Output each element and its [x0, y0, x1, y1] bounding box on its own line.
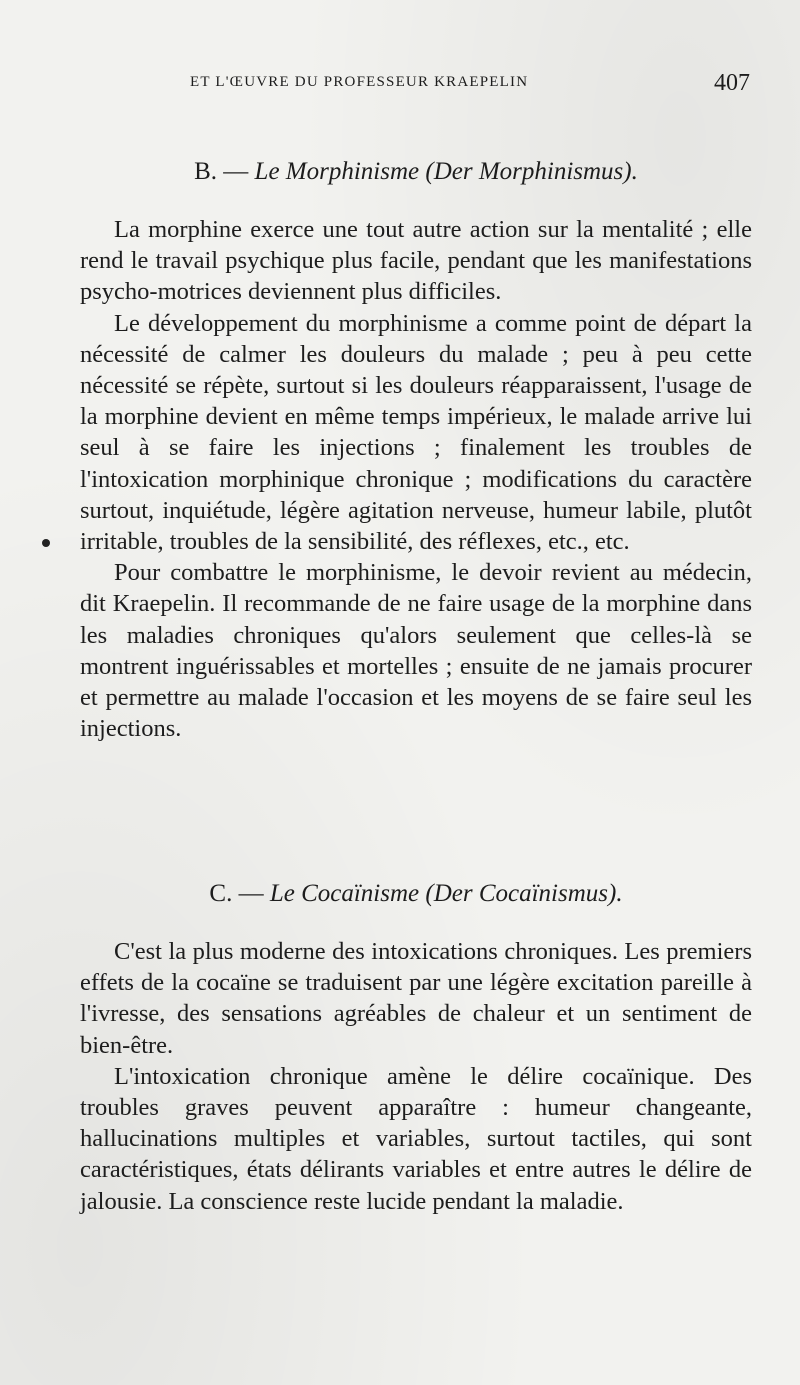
section-c-label: C. —: [209, 880, 264, 907]
page-number: 407: [714, 70, 750, 96]
section-b-paragraph: La morphine exerce une tout autre action sur la mentalité ; elle rend le travail psychique plus facile, pendant que les manifestations psycho-motrices deviennent plus difficiles.: [80, 216, 752, 306]
section-c-paragraph: L'intoxication chronique amène le délire cocaïnique. Des troubles graves peuvent apparaître : humeur changeante, hallucinations multiples et variables, surtout tactiles, qui sont caractéristiques, états délirants variables et entre autres le délire de jalousie. La conscience reste lucide pendant la maladie.: [80, 1062, 752, 1215]
section-b-paragraph: Pour combattre le morphinisme, le devoir revient au médecin, dit Kraepelin. Il recommande de ne faire usage de la morphine dans les maladies chroniques qu'alors seulement que celles-là se montrent inguérissables et mortelles ; ensuite de ne jamais procurer et permettre au malade l'occasion et les moyens de se faire seul les injections.: [80, 559, 752, 743]
section-b-body: [80, 214, 752, 744]
section-b-title: Le Morphinisme (Der Morphinismus).: [254, 158, 638, 185]
running-head: [190, 70, 750, 100]
section-b-paragraph: Le développement du morphinisme a comme point de départ la nécessité de calmer les douleurs du malade ; peu à peu cette nécessité se répète, surtout si les douleurs réapparaissent, l'usage de la morphine devient en même temps impérieux, le malade arrive lui seul à se faire les injections ; finalement les troubles de l'intoxication morphinique chronique ; modifications du caractère surtout, inquiétude, légère agitation nerveuse, humeur labile, plutôt irritable, troubles de la sensibilité, des réflexes, etc., etc.: [80, 309, 752, 556]
section-heading-c: [80, 880, 752, 908]
section-heading-b: [80, 158, 752, 186]
margin-dot: [42, 539, 50, 547]
section-c-paragraph: C'est la plus moderne des intoxications chroniques. Les premiers effets de la cocaïne se traduisent par une légère excitation pareille à l'ivresse, des sensations agréables de chaleur et un sentiment de bien-être.: [80, 938, 752, 1059]
section-b-label: B. —: [194, 158, 249, 185]
section-c-title: Le Cocaïnisme (Der Cocaïnismus).: [269, 880, 623, 907]
running-title: ET L'ŒUVRE DU PROFESSEUR KRAEPELIN: [190, 74, 529, 90]
section-c-body: [80, 936, 752, 1217]
